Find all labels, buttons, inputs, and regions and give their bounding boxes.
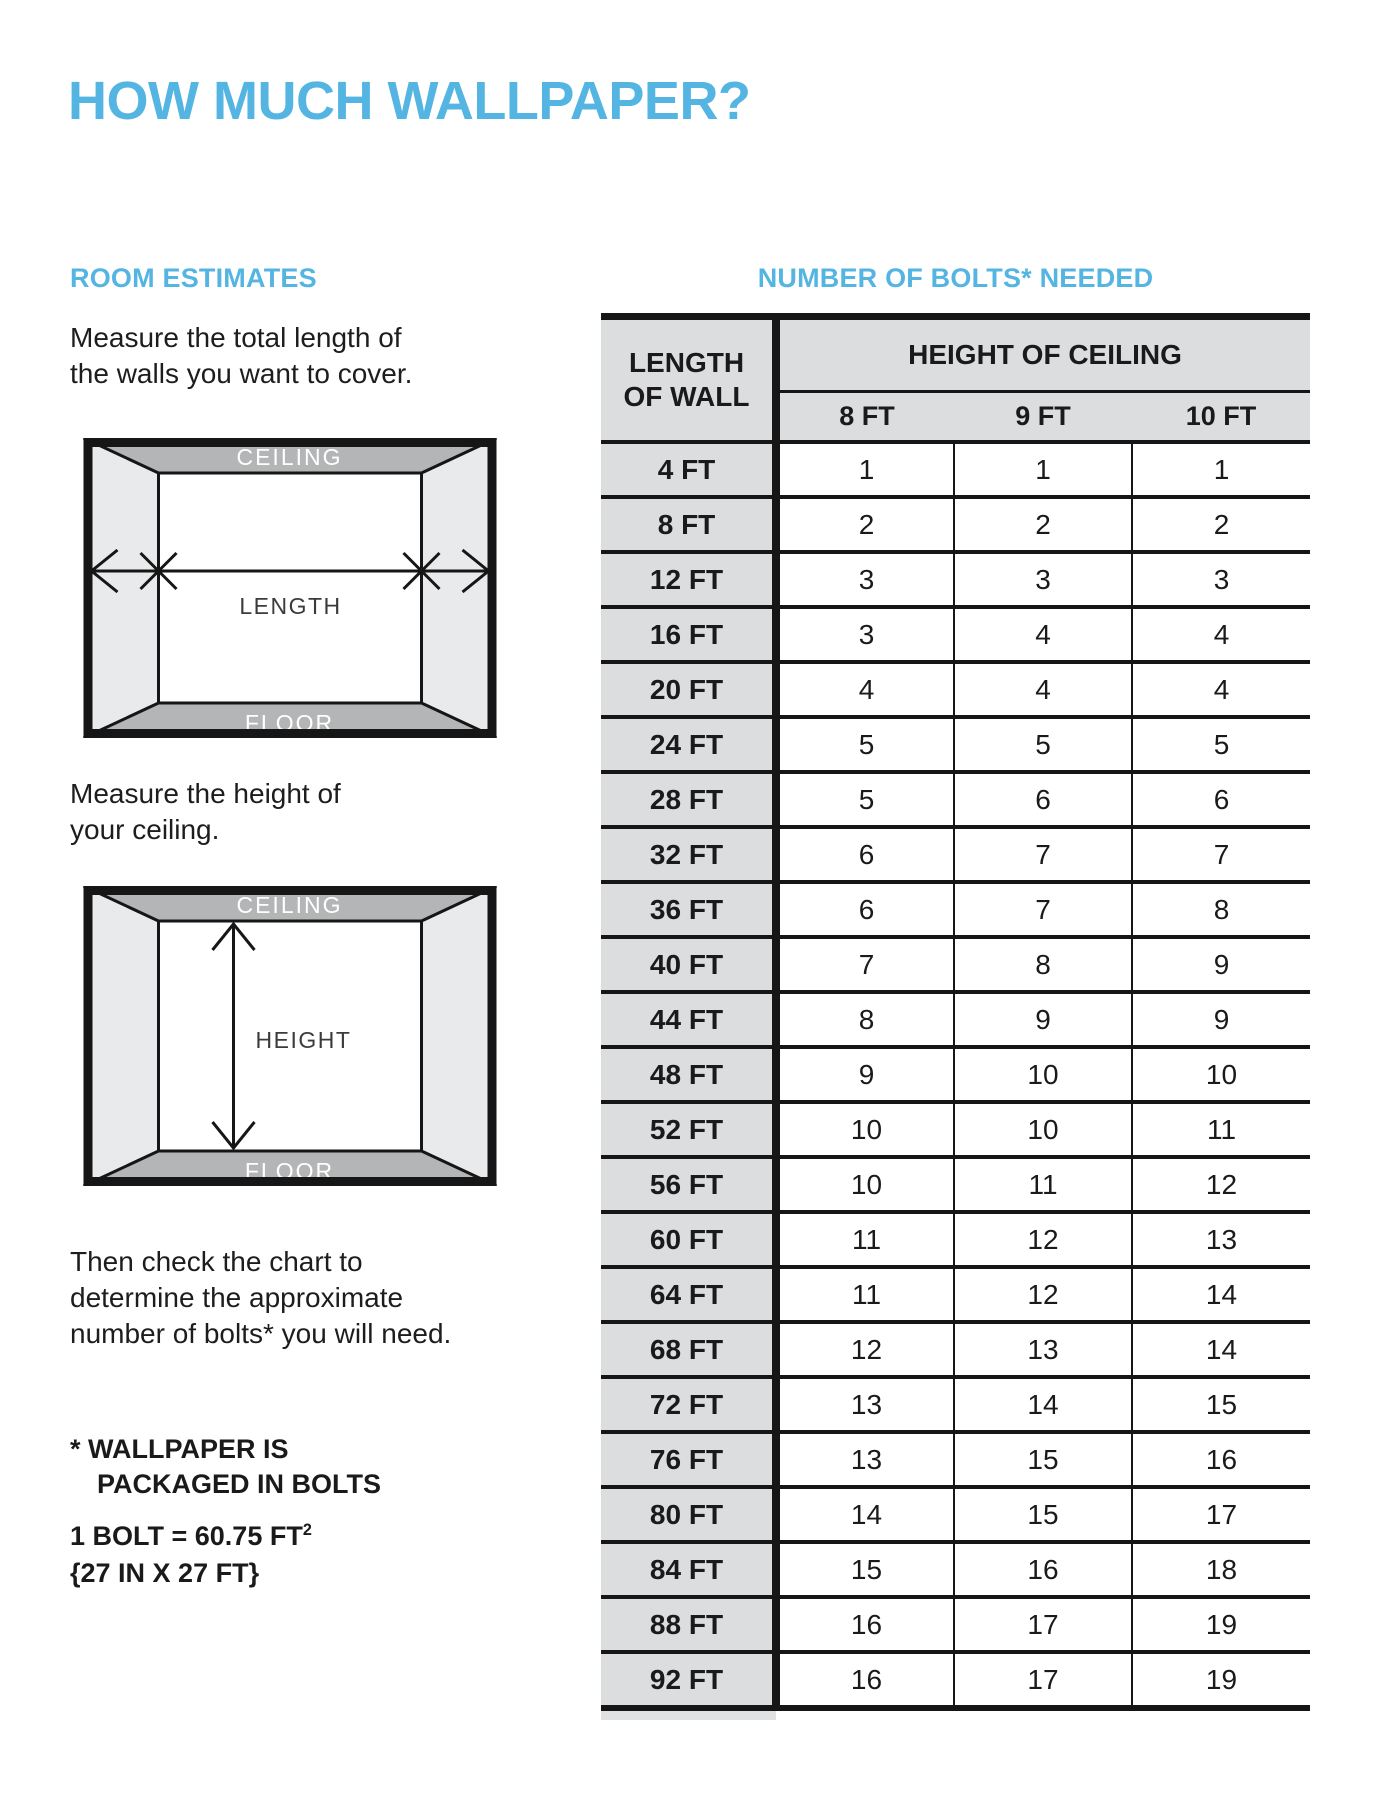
table-row [601, 1322, 1310, 1377]
wall-length-cell: 8 FT [601, 497, 776, 552]
bolt-count-cell: 13 [1132, 1212, 1310, 1267]
bolt-count-cell: 2 [1132, 497, 1310, 552]
step3-instructions [70, 1244, 451, 1352]
step2-line1: Measure the height of [70, 778, 341, 809]
wall-length-cell: 92 FT [601, 1652, 776, 1708]
col-header-8ft: 8 FT [776, 392, 954, 443]
bolt-count-cell: 13 [776, 1432, 954, 1487]
bolt-count-cell: 11 [776, 1267, 954, 1322]
bolt-count-cell: 10 [954, 1102, 1132, 1157]
bolt-count-cell: 7 [776, 937, 954, 992]
wall-length-cell: 80 FT [601, 1487, 776, 1542]
wall-length-cell: 64 FT [601, 1267, 776, 1322]
bolt-count-cell: 8 [1132, 882, 1310, 937]
bolt-count-cell: 1 [954, 442, 1132, 497]
bolt-count-cell: 6 [954, 772, 1132, 827]
bolt-count-cell: 2 [954, 497, 1132, 552]
bolt-count-cell: 8 [776, 992, 954, 1047]
col-header-10ft: 10 FT [1132, 392, 1310, 443]
table-row [601, 1157, 1310, 1212]
wall-length-cell: 72 FT [601, 1377, 776, 1432]
bolt-count-cell: 19 [1132, 1597, 1310, 1652]
table-row [601, 1047, 1310, 1102]
bolt-count-cell: 3 [776, 607, 954, 662]
bolts-table-heading: NUMBER OF BOLTS* NEEDED [757, 263, 1154, 293]
wall-length-cell: 52 FT [601, 1102, 776, 1157]
bolt-count-cell: 14 [1132, 1267, 1310, 1322]
bolt-count-cell: 10 [776, 1102, 954, 1157]
wall-length-cell: 48 FT [601, 1047, 776, 1102]
step1-line2: the walls you want to cover. [70, 358, 413, 389]
table-row [601, 1597, 1310, 1652]
bolt-count-cell: 9 [1132, 937, 1310, 992]
wall-length-cell: 32 FT [601, 827, 776, 882]
bolt-count-cell: 16 [1132, 1432, 1310, 1487]
length-label: LENGTH [239, 593, 342, 619]
bolt-count-cell: 8 [954, 937, 1132, 992]
bolt-count-cell: 13 [954, 1322, 1132, 1377]
left-wall-plane [84, 886, 159, 1186]
bolt-count-cell: 7 [1132, 827, 1310, 882]
table-row [601, 442, 1310, 497]
bolt-count-cell: 5 [1132, 717, 1310, 772]
bolt-count-cell: 16 [954, 1542, 1132, 1597]
table-row [601, 607, 1310, 662]
wallpaper-bolts-footnote [70, 1432, 381, 1502]
right-wall-plane [422, 886, 497, 1186]
step3-line3: number of bolts* you will need. [70, 1318, 452, 1349]
bolt-count-cell: 1 [1132, 442, 1310, 497]
bolt-count-cell: 15 [776, 1542, 954, 1597]
bolt-count-cell: 15 [1132, 1377, 1310, 1432]
wall-length-cell: 56 FT [601, 1157, 776, 1212]
bolt-spec-size: 1 BOLT = 60.75 $FT^2$ [70, 1521, 312, 1551]
bolt-count-cell: 18 [1132, 1542, 1310, 1597]
ceiling-height-diagram [82, 886, 498, 1186]
table-row [601, 497, 1310, 552]
wall-length-cell: 4 FT [601, 442, 776, 497]
bolt-count-cell: 5 [776, 717, 954, 772]
table-row [601, 772, 1310, 827]
wall-length-cell: 40 FT [601, 937, 776, 992]
left-wall-plane [84, 438, 159, 738]
bolt-count-cell: 17 [1132, 1487, 1310, 1542]
wall-length-cell: 76 FT [601, 1432, 776, 1487]
bolt-count-cell: 12 [776, 1322, 954, 1377]
bolt-count-cell: 1 [776, 442, 954, 497]
ceiling-label: CEILING [236, 892, 343, 918]
wall-length-cell: 20 FT [601, 662, 776, 717]
table-row [601, 1267, 1310, 1322]
bolt-count-cell: 16 [776, 1597, 954, 1652]
bolt-count-cell: 6 [776, 882, 954, 937]
floor-label: FLOOR [244, 710, 335, 736]
wall-length-cell: 36 FT [601, 882, 776, 937]
bolt-count-cell: 15 [954, 1487, 1132, 1542]
bolt-count-cell: 10 [954, 1047, 1132, 1102]
bolt-count-cell: 14 [776, 1487, 954, 1542]
bolt-count-cell: 7 [954, 882, 1132, 937]
bolt-count-cell: 2 [776, 497, 954, 552]
table-row [601, 717, 1310, 772]
bolt-count-cell: 6 [776, 827, 954, 882]
step2-instructions [70, 776, 341, 848]
table-row [601, 1487, 1310, 1542]
table-row [601, 1212, 1310, 1267]
wall-length-cell: 16 FT [601, 607, 776, 662]
room-length-diagram [82, 438, 498, 738]
bolt-count-cell: 4 [954, 607, 1132, 662]
bolt-count-cell: 11 [1132, 1102, 1310, 1157]
table-row [601, 1432, 1310, 1487]
bolt-count-cell: 4 [954, 662, 1132, 717]
bolt-count-cell: 5 [954, 717, 1132, 772]
table-row [601, 552, 1310, 607]
bolt-count-cell: 11 [776, 1212, 954, 1267]
wall-length-cell: 44 FT [601, 992, 776, 1047]
col-header-9ft: 9 FT [954, 392, 1132, 443]
bolt-count-cell: 4 [1132, 662, 1310, 717]
ceiling-label: CEILING [236, 444, 343, 470]
bolt-count-cell: 3 [1132, 552, 1310, 607]
footnote-line2: PACKAGED IN BOLTS [97, 1469, 382, 1499]
bolt-spec-dimensions: {27 IN X 27 FT} [70, 1558, 260, 1588]
wall-length-cell: 28 FT [601, 772, 776, 827]
table-row [601, 827, 1310, 882]
squared-superscript: 2 [302, 1521, 312, 1539]
length-of-wall-header [601, 317, 776, 443]
table-row [601, 1542, 1310, 1597]
bolt-count-cell: 10 [1132, 1047, 1310, 1102]
bolt-count-cell: 12 [954, 1267, 1132, 1322]
page-title: HOW MUCH WALLPAPER? [68, 71, 751, 131]
room-estimates-heading: ROOM ESTIMATES [70, 263, 317, 293]
right-wall-plane [422, 438, 497, 738]
length-of-wall-line1: LENGTH [628, 347, 745, 378]
wall-length-cell: 84 FT [601, 1542, 776, 1597]
bolt-count-cell: 7 [954, 827, 1132, 882]
table-row [601, 1377, 1310, 1432]
bolt-count-cell: 19 [1132, 1652, 1310, 1708]
bolt-count-cell: 14 [1132, 1322, 1310, 1377]
bolt-count-cell: 9 [776, 1047, 954, 1102]
wall-length-cell: 12 FT [601, 552, 776, 607]
step2-line2: your ceiling. [70, 814, 220, 845]
bolt-count-cell: 16 [776, 1652, 954, 1708]
bolt-count-cell: 3 [954, 552, 1132, 607]
step1-line1: Measure the total length of [70, 322, 402, 353]
wall-length-cell: 68 FT [601, 1322, 776, 1377]
bolts-table [601, 313, 1310, 1711]
table-row [601, 937, 1310, 992]
bolt-count-cell: 12 [954, 1212, 1132, 1267]
bolt-count-cell: 10 [776, 1157, 954, 1212]
bolt-count-cell: 17 [954, 1597, 1132, 1652]
bolt-spec [70, 1518, 312, 1592]
wall-length-cell: 60 FT [601, 1212, 776, 1267]
bolt-count-cell: 17 [954, 1652, 1132, 1708]
bolt-count-cell: 4 [1132, 607, 1310, 662]
table-row [601, 1102, 1310, 1157]
bolt-count-cell: 6 [1132, 772, 1310, 827]
bolt-count-cell: 3 [776, 552, 954, 607]
bolt-count-cell: 11 [954, 1157, 1132, 1212]
bolt-count-cell: 15 [954, 1432, 1132, 1487]
height-label: HEIGHT [255, 1027, 352, 1053]
bolts-table-container [601, 313, 1310, 1711]
length-of-wall-line2: OF WALL [623, 381, 750, 412]
bolt-count-cell: 5 [776, 772, 954, 827]
wall-length-cell: 24 FT [601, 717, 776, 772]
step3-line2: determine the approximate [70, 1282, 404, 1313]
back-wall [159, 473, 422, 703]
step3-line1: Then check the chart to [70, 1246, 363, 1277]
bolt-count-cell: 12 [1132, 1157, 1310, 1212]
footnote-line1: * WALLPAPER IS [70, 1434, 289, 1464]
floor-label: FLOOR [244, 1158, 335, 1184]
table-row [601, 992, 1310, 1047]
table-row [601, 662, 1310, 717]
step1-instructions [70, 320, 412, 392]
table-row [601, 1652, 1310, 1708]
bolt-count-cell: 4 [776, 662, 954, 717]
height-of-ceiling-header: HEIGHT OF CEILING [776, 317, 1310, 392]
bolt-count-cell: 9 [1132, 992, 1310, 1047]
bolt-count-cell: 9 [954, 992, 1132, 1047]
bolt-count-cell: 14 [954, 1377, 1132, 1432]
table-row [601, 882, 1310, 937]
bolts-table-body [601, 442, 1310, 1708]
bolt-count-cell: 13 [776, 1377, 954, 1432]
wall-length-cell: 88 FT [601, 1597, 776, 1652]
